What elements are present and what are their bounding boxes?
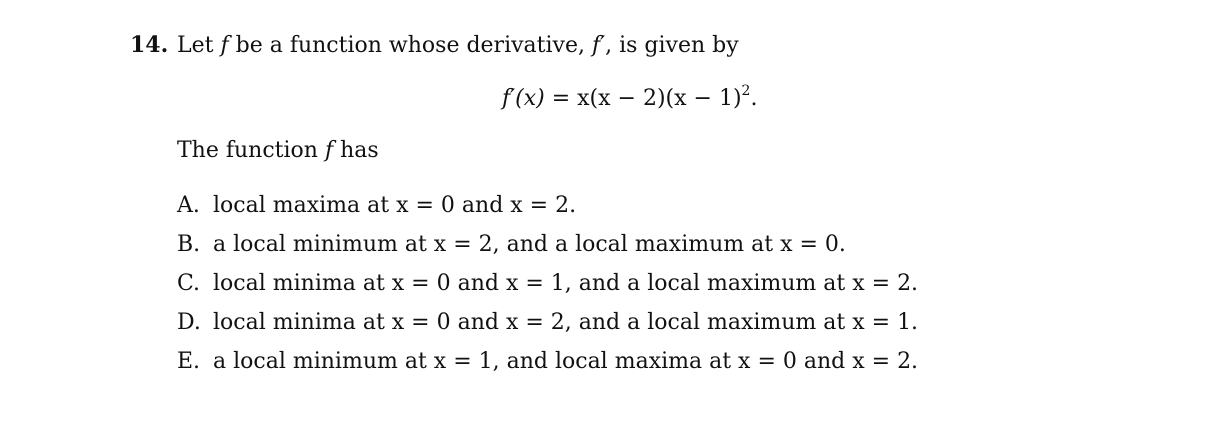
equation-terminal: . <box>750 86 758 111</box>
equation-rhs: = x(x − 2)(x − 1) <box>544 86 742 111</box>
choice-letter: E. <box>177 349 201 374</box>
choices-intro <box>177 136 379 166</box>
choice-c[interactable] <box>177 269 918 308</box>
stem-var-fprime: f′ <box>591 33 606 58</box>
choice-b[interactable] <box>177 230 918 269</box>
choice-text: local maxima at x = 0 and x = 2. <box>213 193 577 218</box>
derivative-equation <box>502 84 757 114</box>
choice-letter: C. <box>177 271 201 296</box>
answer-choices <box>177 191 918 386</box>
choice-letter: A. <box>177 193 200 218</box>
equation-exponent: 2 <box>741 83 751 99</box>
choice-text: local minima at x = 0 and x = 1, and a local maximum at x = 2. <box>213 271 919 296</box>
choice-text: a local minimum at x = 2, and a local maximum at x = 0. <box>213 232 846 257</box>
intro-text-after: has <box>333 138 379 163</box>
choice-text: local minima at x = 0 and x = 2, and a local maximum at x = 1. <box>213 310 919 335</box>
stem-text-after: , is given by <box>605 33 739 58</box>
choice-letter: D. <box>177 310 201 335</box>
problem-14 <box>130 0 1190 447</box>
stem-text-before: Let <box>177 33 221 58</box>
choice-letter: B. <box>177 232 201 257</box>
choice-a[interactable] <box>177 191 918 230</box>
question-stem <box>130 30 739 61</box>
stem-var-f: f <box>220 33 229 58</box>
choice-d[interactable] <box>177 308 918 347</box>
stem-text-middle: be a function whose derivative, <box>228 33 592 58</box>
choice-text: a local minimum at x = 1, and local maxima at x = 0 and x = 2. <box>213 349 919 374</box>
intro-text-before: The function <box>177 138 325 163</box>
equation-lhs: f′(x) <box>502 86 545 111</box>
intro-var-f: f <box>324 138 334 163</box>
choice-e[interactable] <box>177 347 918 386</box>
question-number: 14. <box>130 32 169 58</box>
